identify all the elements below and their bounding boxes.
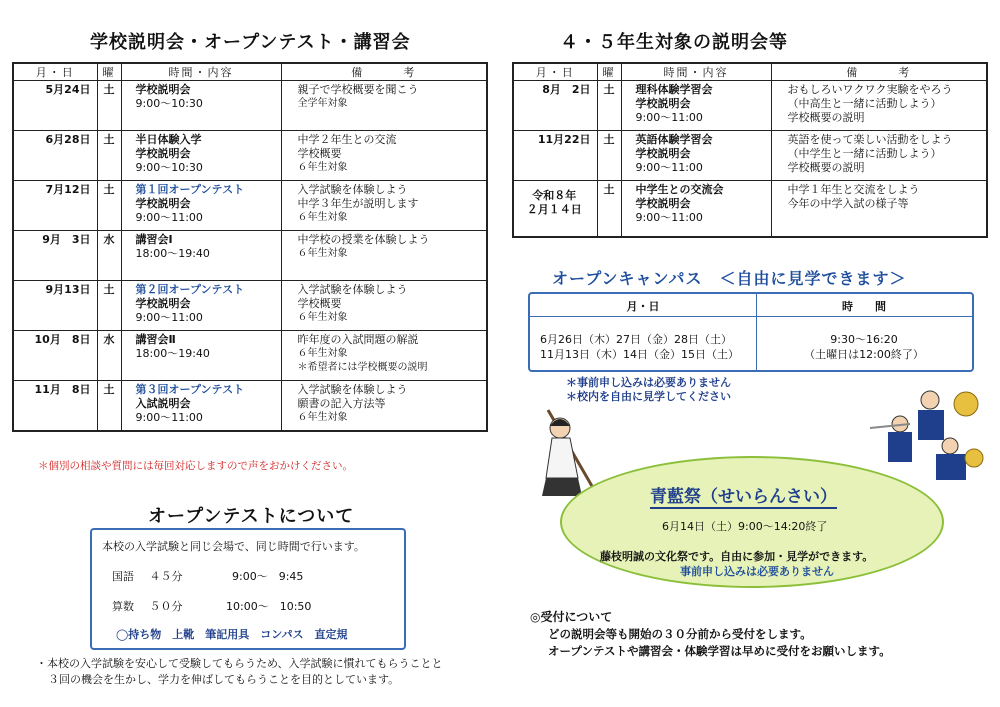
event-notes [281, 381, 487, 432]
right-title: ４・５年生対象の説明会等 [560, 32, 788, 53]
subject-math [112, 598, 183, 614]
event-content [121, 331, 281, 381]
subject-time: 10:00～ 10:50 [226, 600, 312, 613]
event-content [121, 81, 281, 131]
event-title: 半日体験入学 [135, 133, 202, 146]
note-line: ６年生対象 [297, 348, 348, 359]
note-line: 学校概要の説明 [787, 111, 865, 124]
open-test-title: オープンテストについて [148, 506, 355, 527]
subject-minutes: ５０分 [149, 600, 183, 613]
open-campus-box [528, 292, 974, 372]
event-notes [281, 331, 487, 381]
event-weekday: 土 [97, 131, 121, 181]
event-date: 5月24日 [13, 81, 97, 131]
campus-times [756, 332, 972, 362]
note-line: （中学生と一緒に活動しよう） [787, 147, 942, 160]
event-content [121, 131, 281, 181]
header-date: 月・日 [13, 63, 97, 81]
event-title: 入試説明会 [135, 397, 191, 410]
note-line: 中学校の授業を体験しよう [297, 233, 430, 246]
campus-notes [566, 376, 731, 404]
header-day: 曜 [97, 63, 121, 81]
note-line: ６年生対象 [297, 162, 348, 173]
subject-name: 算数 [112, 600, 134, 613]
table-row [513, 181, 987, 238]
purpose-line: ３回の機会を生かし、学力を伸ばしてもらうことを目的としています。 [48, 673, 400, 686]
note-line: 入学試験を体験しよう [297, 283, 408, 296]
event-content [621, 181, 771, 238]
note-line: （中高生と一緒に活動しよう） [787, 97, 942, 110]
school-events-table [12, 62, 488, 432]
event-time: 9:00～11:00 [635, 211, 703, 224]
event-content [621, 131, 771, 181]
event-date [513, 131, 597, 181]
event-weekday: 土 [97, 81, 121, 131]
items-to-bring: ◯持ち物 上靴 筆記用具 コンパス 直定規 [116, 628, 348, 641]
header-day: 曜 [597, 63, 621, 81]
reception-text [548, 626, 891, 660]
event-date: 9月13日 [13, 281, 97, 331]
consultation-footnote: ＊個別の相談や質問には毎回対応しますので声をおかけください。 [38, 460, 353, 472]
open-campus-title: オープンキャンパス ＜自由に見学できます＞ [552, 269, 907, 288]
purpose-line: ・本校の入学試験を安心して受験してもらうため、入学試験に慣れてもらうことと [36, 657, 443, 670]
date-line: ２月１４日 [526, 203, 582, 216]
event-title: 理科体験学習会 [635, 83, 713, 96]
note-line: ６年生対象 [297, 248, 348, 259]
table-row [513, 131, 987, 181]
header-date: 月・日 [513, 63, 597, 81]
event-weekday: 土 [97, 181, 121, 231]
event-notes [771, 81, 987, 131]
left-title: 学校説明会・オープンテスト・講習会 [90, 32, 411, 53]
note-line: 中学１年生と交流をしよう [787, 183, 920, 196]
note-line: ６年生対象 [297, 212, 348, 223]
note-line: ＊希望者には学校概要の説明 [297, 362, 428, 373]
table-row [13, 281, 487, 331]
event-weekday: 土 [97, 381, 121, 432]
event-date: 6月28日 [13, 131, 97, 181]
header-notes: 備 考 [281, 63, 487, 81]
event-notes [281, 81, 487, 131]
festival-title: 青藍祭（せいらんさい） [650, 482, 837, 509]
subject-japanese [112, 568, 183, 584]
subject-name: 国語 [112, 570, 134, 583]
event-title: 学校説明会 [135, 147, 191, 160]
event-time: 9:00～11:00 [135, 411, 203, 424]
event-content [121, 281, 281, 331]
event-time: 9:00～10:30 [135, 161, 203, 174]
note-line: 中学３年生が説明します [297, 197, 419, 210]
event-weekday: 土 [597, 131, 621, 181]
event-weekday: 水 [97, 231, 121, 281]
note-line: 昨年度の入試問題の解説 [297, 333, 419, 346]
event-title: 第１回オープンテスト [135, 183, 245, 196]
table-row [13, 181, 487, 231]
event-notes [281, 181, 487, 231]
event-content [621, 81, 771, 131]
event-title: 学校説明会 [635, 147, 691, 160]
table-row [13, 381, 487, 432]
event-weekday: 土 [597, 81, 621, 131]
event-title: 学校説明会 [135, 83, 191, 96]
event-title: 中学生との交流会 [635, 183, 724, 196]
festival-note: 事前申し込みは必要ありません [680, 565, 834, 578]
event-time: 9:00～11:00 [635, 111, 703, 124]
event-title: 学校説明会 [635, 97, 691, 110]
festival-description: 藤枝明誠の文化祭です。自由に参加・見学ができます。 [600, 550, 874, 563]
table-row [513, 81, 987, 131]
note-line: 英語を使って楽しい活動をしよう [787, 133, 953, 146]
event-notes [771, 181, 987, 238]
note-line: 学校概要 [297, 147, 342, 160]
table-row [13, 131, 487, 181]
note-line: 中学２年生との交流 [297, 133, 397, 146]
event-time: 9:00～11:00 [135, 311, 203, 324]
campus-time-line: （土曜日は12:00終了） [804, 348, 924, 361]
subject-minutes: ４５分 [149, 570, 183, 583]
event-notes [281, 231, 487, 281]
campus-date-line: 6月26日（木）27日（金）28日（土） [540, 333, 732, 346]
note-line: 学校概要の説明 [787, 161, 865, 174]
table-row [13, 331, 487, 381]
event-date: 9月 3日 [13, 231, 97, 281]
event-date: 10月 8日 [13, 331, 97, 381]
divider [530, 316, 972, 317]
open-test-intro: 本校の入学試験と同じ会場で、同じ時間で行います。 [102, 540, 365, 553]
grade45-events-table [512, 62, 988, 238]
note-line: おもしろいワクワク実験をやろう [787, 83, 953, 96]
purpose-note [36, 656, 443, 688]
campus-date-line: 11月13日（木）14日（金）15日（土） [540, 348, 739, 361]
note-line: 学校概要 [297, 297, 342, 310]
event-notes [281, 281, 487, 331]
event-weekday: 土 [597, 181, 621, 238]
reception-line: どの説明会等も開始の３０分前から受付をします。 [548, 627, 812, 641]
festival-date: 6月14日（土）9:00～14:20終了 [662, 520, 828, 533]
event-time: 18:00～19:40 [135, 247, 210, 260]
event-date [513, 181, 597, 238]
event-content [121, 231, 281, 281]
campus-header-date: 月・日 [626, 300, 660, 313]
table-row [13, 231, 487, 281]
note-line: ６年生対象 [297, 312, 348, 323]
table-row [13, 81, 487, 131]
campus-note: ＊校内を自由に見学してください [566, 390, 731, 403]
reception-line: オープンテストや講習会・体験学習は早めに受付をお願いします。 [548, 644, 891, 658]
date-line: 令和８年 [532, 189, 577, 202]
event-time: 18:00～19:40 [135, 347, 210, 360]
event-title: 学校説明会 [135, 197, 191, 210]
open-test-box [90, 528, 406, 650]
note-line: 願書の記入方法等 [297, 397, 386, 410]
note-line: 入学試験を体験しよう [297, 383, 408, 396]
brass-band-illustration [870, 384, 986, 482]
header-content: 時間・内容 [621, 63, 771, 81]
note-line: 全学年対象 [297, 98, 348, 109]
note-line: 入学試験を体験しよう [297, 183, 408, 196]
campus-note: ＊事前申し込みは必要ありません [566, 376, 731, 389]
event-notes [281, 131, 487, 181]
event-title: 第３回オープンテスト [135, 383, 245, 396]
event-time: 9:00～11:00 [135, 211, 203, 224]
event-time: 9:00～10:30 [135, 97, 203, 110]
event-time: 9:00～11:00 [635, 161, 703, 174]
date-line: 8月 2日 [542, 83, 591, 96]
header-notes: 備 考 [771, 63, 987, 81]
event-content [121, 181, 281, 231]
event-date: 7月12日 [13, 181, 97, 231]
event-content [121, 381, 281, 432]
event-title: 講習会Ⅰ [135, 233, 173, 246]
event-weekday: 土 [97, 281, 121, 331]
event-date [513, 81, 597, 131]
campus-header-time: 時 間 [842, 300, 886, 313]
event-title: 講習会Ⅱ [135, 333, 176, 346]
campus-dates [540, 332, 739, 362]
event-notes [771, 131, 987, 181]
note-line: 今年の中学入試の様子等 [787, 197, 909, 210]
note-line: ６年生対象 [297, 412, 348, 423]
event-title: 英語体験学習会 [635, 133, 713, 146]
event-title: 第２回オープンテスト [135, 283, 245, 296]
date-line: 11月22日 [537, 133, 591, 146]
header-content: 時間・内容 [121, 63, 281, 81]
reception-title: ◎受付について [530, 610, 613, 624]
campus-time-line: 9:30～16:20 [830, 333, 898, 346]
event-title: 学校説明会 [635, 197, 691, 210]
event-weekday: 水 [97, 331, 121, 381]
event-date: 11月 8日 [13, 381, 97, 432]
note-line: 親子で学校概要を聞こう [297, 83, 419, 96]
event-title: 学校説明会 [135, 297, 191, 310]
subject-time: 9:00～ 9:45 [232, 570, 304, 583]
